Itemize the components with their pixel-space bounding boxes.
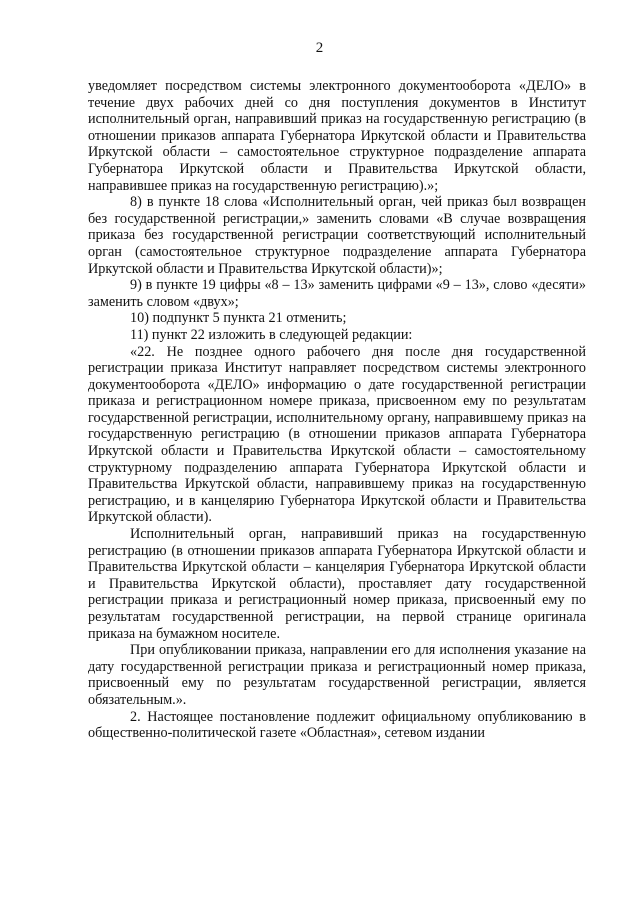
paragraph: 11) пункт 22 изложить в следующей редакции:: [130, 326, 413, 343]
paragraph: 2. Настоящее постановление подлежит официальному опубликованию в общественно-политической газете «Областная», сетевом издании: [88, 708, 586, 742]
paragraph: 8) в пункте 18 слова «Исполнительный орган, чей приказ был возвращен без государственной регистрации,» заменить словами «В случае возвращения приказа без государственной регистрации соответствующий исполнительный орган (самостоятельное структурное подразделение аппарата Губернатора Иркутской области и Правительства Иркутской области)»;: [88, 194, 586, 277]
paragraph: уведомляет посредством системы электронного документооборота «ДЕЛО» в течение двух рабочих дней со дня поступления документов в Институт исполнительный орган, направивший приказ на государственную регистрацию (в отношении приказов аппарата Губернатора Иркутской области и Правительства Иркутской области – самостоятельное структурное подразделение аппарата Губернатора Иркутской области и Правительства Иркутской области, направившее приказ на государственную регистрацию).»;: [88, 78, 586, 194]
page-number: 2: [315, 40, 324, 56]
paragraph: 10) подпункт 5 пункта 21 отменить;: [130, 310, 347, 327]
document-body: [88, 78, 586, 742]
paragraph: При опубликовании приказа, направлении его для исполнения указание на дату государственной регистрации приказа и регистрационный номер приказа, присвоенный ему по результатам государственной регистрации, является обязательным.».: [88, 642, 586, 708]
paragraph: 9) в пункте 19 цифры «8 – 13» заменить цифрами «9 – 13», слово «десяти» заменить словом «двух»;: [88, 277, 586, 310]
paragraph: «22. Не позднее одного рабочего дня после дня государственной регистрации приказа Институт направляет посредством системы электронного документооборота «ДЕЛО» информацию о дате государственной регистрации приказа и регистрационном номере приказа, присвоенном ему по результатам государственной регистрации, исполнительному органу, направившему приказ на государственную регистрацию (в отношении приказов аппарата Губернатора Иркутской области и Правительства Иркутской области – самостоятельному структурному подразделению аппарата Губернатора Иркутской области и Правительства Иркутской области, направившему приказ на государственную регистрацию, и в канцелярию Губернатора Иркутской области и Правительства Иркутской области).: [88, 343, 586, 526]
paragraph: Исполнительный орган, направивший приказ на государственную регистрацию (в отношении приказов аппарата Губернатора Иркутской области и Правительства Иркутской области – канцелярия Губернатора Иркутской области и Правительства Иркутской области), проставляет дату государственной регистрации приказа и регистрационный номер приказа, присвоенный ему по результатам государственной регистрации, на первой странице оригинала приказа на бумажном носителе.: [88, 526, 586, 642]
